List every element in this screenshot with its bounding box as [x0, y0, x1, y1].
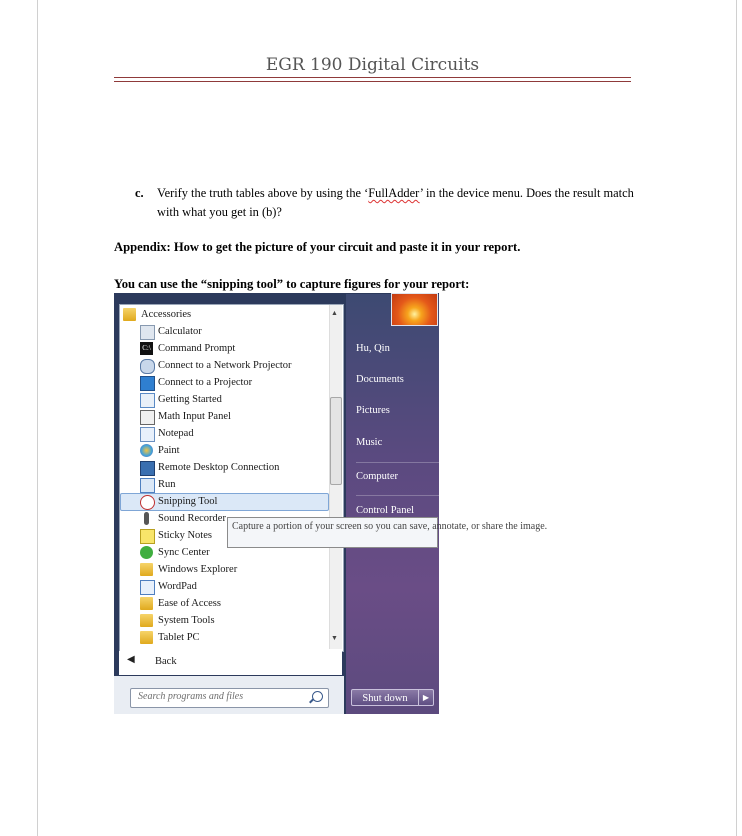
math-input-icon	[140, 410, 155, 425]
folder-system-tools[interactable]: System Tools	[158, 615, 215, 626]
header-rule	[114, 77, 631, 78]
right-item-computer[interactable]: Computer	[356, 471, 398, 482]
command-prompt-icon: C:\	[140, 342, 153, 355]
start-menu-right-pane	[346, 294, 439, 714]
right-item-user[interactable]: Hu, Qin	[356, 343, 390, 354]
right-pane-separator	[356, 495, 439, 496]
calculator-icon	[140, 325, 155, 340]
text-before: Verify the truth tables above by using the ‘	[157, 186, 369, 200]
header-rule-thin	[114, 81, 631, 82]
back-button[interactable]: Back	[155, 656, 177, 667]
microphone-icon	[144, 512, 149, 525]
appendix-heading: Appendix: How to get the picture of your circuit and paste it in your report.	[114, 240, 521, 254]
menu-item-sticky-notes[interactable]: Sticky Notes	[158, 530, 212, 541]
right-item-pictures[interactable]: Pictures	[356, 405, 390, 416]
menu-item-math-input[interactable]: Math Input Panel	[158, 411, 231, 422]
folder-ease-of-access[interactable]: Ease of Access	[158, 598, 221, 609]
scrollbar-thumb[interactable]	[330, 397, 342, 485]
menu-item-run[interactable]: Run	[158, 479, 176, 490]
folder-icon	[123, 308, 136, 321]
search-placeholder: Search programs and files	[138, 691, 244, 702]
sync-icon	[140, 546, 153, 559]
run-icon	[140, 478, 155, 493]
menu-item-getting-started[interactable]: Getting Started	[158, 394, 222, 405]
search-icon[interactable]	[312, 691, 323, 702]
back-row[interactable]	[119, 651, 342, 675]
right-item-music[interactable]: Music	[356, 437, 383, 448]
text-after: ’ in the device menu. Does the result match with what you get in (b)?	[157, 186, 634, 219]
folder-icon	[140, 614, 153, 627]
menu-item-sound-recorder[interactable]: Sound Recorder	[158, 513, 226, 524]
menu-item-remote-desktop[interactable]: Remote Desktop Connection	[158, 462, 280, 473]
remote-desktop-icon	[140, 461, 155, 476]
misspelled-term: FullAdder	[368, 186, 420, 200]
paint-icon	[140, 444, 153, 457]
right-item-documents[interactable]: Documents	[356, 374, 404, 385]
menu-item-connect-projector[interactable]: Connect to a Projector	[158, 377, 253, 388]
menu-item-calculator[interactable]: Calculator	[158, 326, 202, 337]
menu-item-snipping-tool[interactable]: Snipping Tool	[158, 496, 218, 507]
projector-icon	[140, 376, 155, 391]
list-marker: c.	[135, 186, 144, 200]
folder-icon	[140, 631, 153, 644]
right-item-control-panel[interactable]: Control Panel	[356, 505, 415, 516]
folder-icon	[140, 597, 153, 610]
snipping-tool-tooltip: Capture a portion of your screen so you can save, annotate, or share the image.	[227, 517, 438, 548]
shutdown-options-icon[interactable]: ▶	[418, 689, 434, 706]
menu-item-command-prompt[interactable]: Command Prompt	[158, 343, 236, 354]
wordpad-icon	[140, 580, 155, 595]
user-avatar[interactable]	[391, 293, 438, 326]
explorer-icon	[140, 563, 153, 576]
scroll-up-icon[interactable]: ▲	[331, 309, 338, 317]
list-item-c	[135, 184, 635, 222]
right-pane-separator	[356, 462, 439, 463]
menu-item-wordpad[interactable]: WordPad	[158, 581, 197, 592]
shutdown-button[interactable]: Shut down	[351, 689, 419, 706]
folder-tablet-pc[interactable]: Tablet PC	[158, 632, 200, 643]
network-projector-icon	[140, 359, 155, 374]
getting-started-icon	[140, 393, 155, 408]
scroll-down-icon[interactable]: ▼	[331, 634, 338, 642]
sticky-notes-icon	[140, 529, 155, 544]
menu-item-windows-explorer[interactable]: Windows Explorer	[158, 564, 238, 575]
list-item-text	[157, 184, 635, 222]
back-arrow-icon: ◀	[127, 654, 135, 665]
menu-item-paint[interactable]: Paint	[158, 445, 180, 456]
snipping-intro: You can use the “snipping tool” to capture figures for your report:	[114, 277, 470, 291]
notepad-icon	[140, 427, 155, 442]
scissors-icon	[140, 495, 155, 510]
menu-item-network-projector[interactable]: Connect to a Network Projector	[158, 360, 292, 371]
menu-item-sync-center[interactable]: Sync Center	[158, 547, 210, 558]
folder-accessories[interactable]: Accessories	[141, 309, 192, 320]
menu-item-notepad[interactable]: Notepad	[158, 428, 194, 439]
page-header-title: EGR 190 Digital Circuits	[265, 55, 480, 75]
